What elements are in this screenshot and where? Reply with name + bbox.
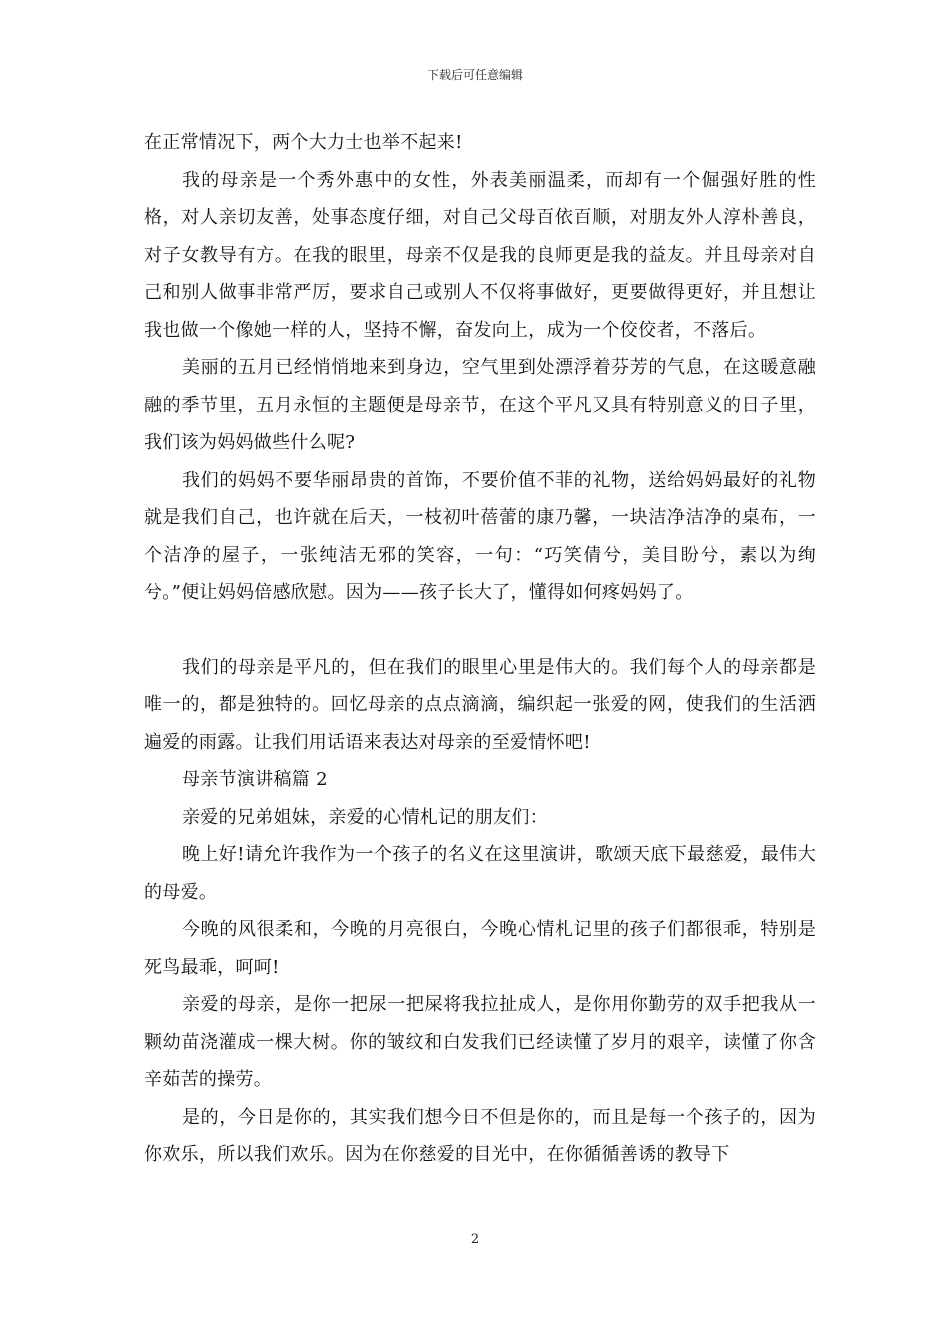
page-header: 下载后可任意编辑 xyxy=(426,68,523,82)
paragraph-4: 我们的妈妈不要华丽昂贵的首饰，不要价值不菲的礼物，送给妈妈最好的礼物就是我们自己，也许就在后天，一枝初叶蓓蕾的康乃馨，一块洁净洁净的桌布，一个洁净的屋子，一张纯洁无邪的笑容，一句：“巧笑倩兮，美目盼兮，素以为绚兮。”便让妈妈倍感欣慰。因为——孩子长大了，懂得如何疼妈妈了。 xyxy=(144,469,816,603)
page-number: 2 xyxy=(470,1232,480,1247)
paragraph-6: 晚上好!请允许我作为一个孩子的名义在这里演讲，歌颂天底下最慈爱，最伟大的母爱。 xyxy=(144,844,816,903)
document-body xyxy=(144,124,816,1174)
paragraph-8: 亲爱的母亲，是你一把尿一把屎将我拉扯成人，是你用你勤劳的双手把我从一颗幼苗浇灌成一棵大树。你的皱纹和白发我们已经读懂了岁月的艰辛，读懂了你含辛茹苦的操劳。 xyxy=(144,994,816,1090)
section-heading: 母亲节演讲稿篇 2 xyxy=(182,769,328,790)
paragraph-5: 我们的母亲是平凡的，但在我们的眼里心里是伟大的。我们每个人的母亲都是唯一的，都是独特的。回忆母亲的点点滴滴，编织起一张爱的网，使我们的生活洒遍爱的雨露。让我们用话语来表达对母亲的至爱情怀吧! xyxy=(144,656,816,753)
paragraph-1: 在正常情况下，两个大力士也举不起来! xyxy=(144,132,463,153)
paragraph-3: 美丽的五月已经悄悄地来到身边，空气里到处漂浮着芬芳的气息，在这暖意融融的季节里，五月永恒的主题便是母亲节，在这个平凡又具有特别意义的日子里，我们该为妈妈做些什么呢? xyxy=(144,357,816,453)
paragraph-9: 是的，今日是你的，其实我们想今日不但是你的，而且是每一个孩子的，因为你欢乐，所以我们欢乐。因为在你慈爱的目光中，在你循循善诱的教导下 xyxy=(144,1106,816,1165)
paragraph-2: 我的母亲是一个秀外惠中的女性，外表美丽温柔，而却有一个倔强好胜的性格，对人亲切友善，处事态度仔细，对自己父母百依百顺，对朋友外人淳朴善良，对子女教导有方。在我的眼里，母亲不仅是我的良师更是我的益友。并且母亲对自己和别人做事非常严厉，要求自己或别人不仅将事做好，更要做得更好，并且想让我也做一个像她一样的人，坚持不懈，奋发向上，成为一个佼佼者，不落后。 xyxy=(144,169,816,341)
salutation: 亲爱的兄弟姐妹，亲爱的心情札记的朋友们： xyxy=(182,806,548,828)
paragraph-7: 今晚的风很柔和，今晚的月亮很白，今晚心情札记里的孩子们都很乖，特别是死鸟最乖，呵呵! xyxy=(144,919,816,978)
